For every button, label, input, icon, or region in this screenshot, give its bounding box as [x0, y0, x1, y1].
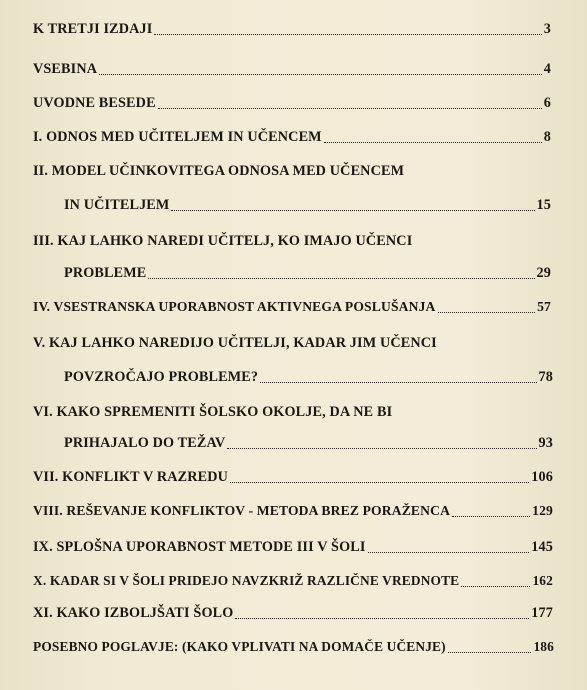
toc-page-number: 15 — [536, 197, 551, 213]
dot-leader — [448, 652, 532, 653]
toc-entry — [0, 401, 587, 423]
toc-entry — [0, 432, 587, 454]
dot-leader — [148, 278, 534, 279]
toc-entry-title: I. ODNOS MED UČITELJEM IN UČENCEM — [33, 129, 322, 145]
dot-leader — [158, 108, 542, 109]
toc-page-number: 129 — [532, 503, 553, 518]
toc-page-number: 93 — [538, 435, 553, 451]
toc-page-number: 177 — [531, 605, 553, 621]
dot-leader — [154, 34, 541, 35]
toc-entry — [0, 366, 587, 388]
toc-entry-title: VII. KONFLIKT V RAZREDU — [33, 469, 229, 485]
dot-leader — [438, 312, 536, 313]
toc-entry-title: PRIHAJALO DO TEŽAV — [64, 435, 226, 451]
toc-entry — [0, 160, 587, 182]
toc-entry — [0, 18, 587, 40]
toc-page-number: 106 — [531, 469, 553, 485]
dot-leader — [324, 142, 542, 143]
dot-leader — [368, 552, 530, 553]
toc-entry — [0, 536, 587, 558]
toc-page-number: 78 — [538, 369, 553, 385]
toc-entry-title: V. KAJ LAHKO NAREDIJO UČITELJI, KADAR JIM UČENCI — [33, 335, 437, 351]
toc-page-number: 186 — [533, 639, 554, 654]
toc-entry-title: POSEBNO POGLAVJE: (KAKO VPLIVATI NA DOMAČE UČENJE) — [33, 639, 446, 654]
toc-page-number: 6 — [543, 95, 551, 111]
toc-page-number: 57 — [537, 299, 551, 314]
toc-entry — [0, 332, 587, 354]
toc-entry — [0, 92, 587, 114]
toc-entry-title: II. MODEL UČINKOVITEGA ODNOSA MED UČENCEM — [33, 163, 405, 179]
toc-page-number: 4 — [543, 61, 551, 77]
toc-entry — [0, 466, 587, 488]
toc-entry-title: PROBLEME — [64, 265, 147, 281]
toc-entry — [0, 194, 587, 216]
toc-entry-title: IN UČITELJEM — [64, 197, 170, 213]
toc-entry-title: X. KADAR SI V ŠOLI PRIDEJO NAVZKRIŽ RAZLIČNE VREDNOTE — [33, 573, 460, 588]
toc-page-number: 162 — [532, 573, 553, 588]
dot-leader — [461, 586, 530, 587]
toc-entry — [0, 262, 587, 284]
toc-entry — [0, 126, 587, 148]
toc-page-number: 29 — [536, 265, 551, 281]
toc-entry — [0, 602, 587, 624]
toc-entry-title: XI. KAKO IZBOLJŠATI ŠOLO — [33, 605, 234, 621]
toc-entry-title: IV. VSESTRANSKA UPORABNOST AKTIVNEGA POSLUŠANJA — [33, 299, 436, 314]
toc-entry — [0, 230, 587, 252]
dot-leader — [171, 210, 534, 211]
toc-entry-title: IX. SPLOŠNA UPORABNOST METODE III V ŠOLI — [33, 539, 366, 555]
toc-page-number: 8 — [543, 129, 551, 145]
toc-page-number: 3 — [543, 21, 551, 37]
toc-entry — [0, 570, 587, 592]
toc-entry-title: POVZROČAJO PROBLEME? — [64, 369, 259, 385]
dot-leader — [235, 618, 529, 619]
toc-page-number: 145 — [531, 539, 553, 555]
toc-entry — [0, 636, 587, 658]
toc-entry-title: VIII. REŠEVANJE KONFLIKTOV - METODA BREZ PORAŽENCA — [33, 503, 451, 518]
toc-entry-title: VSEBINA — [33, 61, 98, 77]
dot-leader — [260, 382, 536, 383]
dot-leader — [99, 74, 542, 75]
toc-entry — [0, 58, 587, 80]
toc-entry — [0, 500, 587, 522]
dot-leader — [227, 448, 536, 449]
dot-leader — [452, 516, 530, 517]
dot-leader — [230, 482, 529, 483]
toc-entry-title: K TRETJI IZDAJI — [33, 21, 153, 37]
toc-entry-title: III. KAJ LAHKO NAREDI UČITELJ, KO IMAJO UČENCI — [33, 233, 413, 249]
toc-entry-title: VI. KAKO SPREMENITI ŠOLSKO OKOLJE, DA NE BI — [33, 404, 393, 420]
toc-entry-title: UVODNE BESEDE — [33, 95, 156, 111]
toc-entry — [0, 296, 587, 318]
